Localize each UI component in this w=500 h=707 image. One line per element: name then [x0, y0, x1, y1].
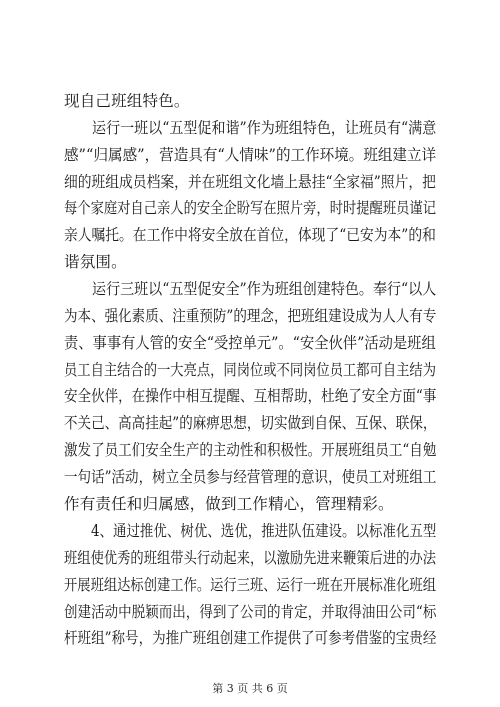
text-line: 创建活动中脱颖而出，得到了公司的肯定，并取得油田公司“标 — [64, 603, 437, 621]
text-line: 作有责任和归属感，做到工作精心，管理精彩。 — [64, 495, 394, 513]
text-line: 每个家庭对自己亲人的安全企盼写在照片旁，时时提醒班员谨记 — [64, 199, 436, 217]
text-line: 责、事事有人管的安全“受控单元”。“安全伙伴”活动是班组 — [64, 334, 436, 352]
page-footer: 第 3 页 共 6 页 — [212, 682, 288, 695]
text-line: 现自己班组特色。 — [64, 92, 190, 110]
text-line: 班组使优秀的班组带头行动起来，以激励先进来鞭策后进的办法 — [64, 549, 436, 567]
text-line: 细的班组成员档案，并在班组文化墙上悬挂“全家福”照片，把 — [64, 173, 436, 191]
text-line: 运行一班以“五型促和谐”作为班组特色，让班员有“满意 — [64, 119, 437, 137]
text-line: 感”“归属感”，营造具有“人情味”的工作环境。班组建立详 — [64, 146, 437, 164]
text-line: 杆班组”称号，为推广班组创建工作提供了可参考借鉴的宝贵经 — [64, 629, 437, 647]
text-line: 开展班组达标创建工作。运行三班、运行一班在开展标准化班组 — [64, 576, 436, 594]
text-line: 一句话”活动，树立全员参与经营管理的意识，使员工对班组工 — [64, 468, 437, 486]
text-line: 谐氛围。 — [64, 253, 127, 271]
text-line: 4、通过推优、树优、选优，推进队伍建设。以标准化五型 — [64, 522, 437, 540]
text-line: 为本、强化素质、注重预防”的理念，把班组建设成为人人有专 — [64, 307, 437, 325]
text-line: 不关己、高高挂起”的麻痹思想，切实做到自保、互保、联保， — [64, 414, 437, 432]
text-line: 运行三班以“五型促安全”作为班组创建特色。奉行“以人 — [64, 280, 437, 298]
text-line: 安全伙伴，在操作中相互提醒、互相帮助，杜绝了安全方面“事 — [64, 387, 437, 405]
text-line: 激发了员工们安全生产的主动性和积极性。开展班组员工“自勉 — [64, 441, 437, 459]
text-line: 亲人嘱托。在工作中将安全放在首位，体现了“已安为本”的和 — [64, 226, 436, 244]
text-line: 员工自主结合的一大亮点，同岗位或不同岗位员工都可自主结为 — [64, 361, 436, 379]
